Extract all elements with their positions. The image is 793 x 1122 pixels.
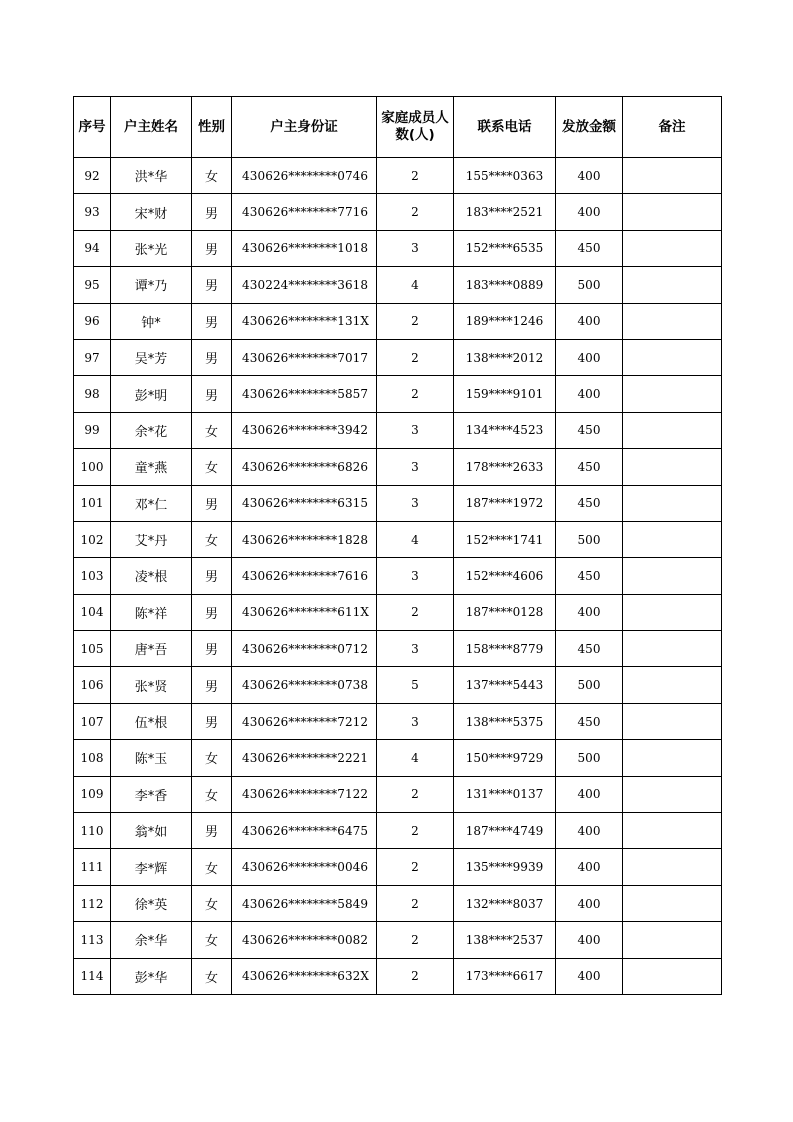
- cell-amount: 450: [556, 558, 623, 594]
- cell-amount: 450: [556, 230, 623, 266]
- cell-sex: 女: [192, 740, 232, 776]
- cell-phone: 138****5375: [454, 703, 556, 739]
- cell-amount: 400: [556, 958, 623, 994]
- cell-phone: 134****4523: [454, 412, 556, 448]
- cell-amount: 500: [556, 521, 623, 557]
- cell-sex: 男: [192, 813, 232, 849]
- cell-family-members: 4: [377, 740, 454, 776]
- cell-amount: 400: [556, 376, 623, 412]
- cell-remark: [623, 922, 722, 958]
- table-row: [74, 703, 722, 739]
- table-row: [74, 558, 722, 594]
- cell-sex: 男: [192, 594, 232, 630]
- cell-phone: 152****4606: [454, 558, 556, 594]
- cell-amount: 400: [556, 885, 623, 921]
- cell-sex: 男: [192, 339, 232, 375]
- cell-family-members: 3: [377, 412, 454, 448]
- cell-householder-name: 艾*丹: [111, 521, 192, 557]
- cell-amount: 500: [556, 667, 623, 703]
- cell-remark: [623, 339, 722, 375]
- cell-phone: 132****8037: [454, 885, 556, 921]
- table-row: [74, 813, 722, 849]
- table-row: [74, 594, 722, 630]
- cell-id-card: 430626********0738: [232, 667, 377, 703]
- table-row: [74, 303, 722, 339]
- cell-remark: [623, 558, 722, 594]
- cell-phone: 138****2537: [454, 922, 556, 958]
- cell-phone: 189****1246: [454, 303, 556, 339]
- cell-family-members: 2: [377, 376, 454, 412]
- cell-id-card: 430626********1018: [232, 230, 377, 266]
- cell-householder-name: 钟*: [111, 303, 192, 339]
- cell-householder-name: 陈*玉: [111, 740, 192, 776]
- cell-remark: [623, 776, 722, 812]
- cell-remark: [623, 958, 722, 994]
- cell-householder-name: 凌*根: [111, 558, 192, 594]
- cell-householder-name: 翁*如: [111, 813, 192, 849]
- table-row: [74, 449, 722, 485]
- header-amount: 发放金额: [556, 97, 623, 158]
- cell-family-members: 2: [377, 158, 454, 194]
- cell-id-card: 430626********7017: [232, 339, 377, 375]
- cell-phone: 187****1972: [454, 485, 556, 521]
- cell-phone: 187****0128: [454, 594, 556, 630]
- cell-id-card: 430626********7212: [232, 703, 377, 739]
- cell-householder-name: 宋*财: [111, 194, 192, 230]
- table-row: [74, 267, 722, 303]
- cell-amount: 400: [556, 194, 623, 230]
- table-row: [74, 521, 722, 557]
- cell-seq: 94: [74, 230, 111, 266]
- table-body: [74, 158, 722, 995]
- cell-sex: 女: [192, 776, 232, 812]
- cell-remark: [623, 740, 722, 776]
- cell-seq: 109: [74, 776, 111, 812]
- cell-family-members: 2: [377, 594, 454, 630]
- cell-householder-name: 李*香: [111, 776, 192, 812]
- cell-amount: 450: [556, 703, 623, 739]
- cell-householder-name: 李*辉: [111, 849, 192, 885]
- cell-family-members: 3: [377, 558, 454, 594]
- cell-seq: 111: [74, 849, 111, 885]
- cell-seq: 98: [74, 376, 111, 412]
- header-phone: 联系电话: [454, 97, 556, 158]
- cell-amount: 400: [556, 922, 623, 958]
- cell-seq: 96: [74, 303, 111, 339]
- header-name: 户主姓名: [111, 97, 192, 158]
- cell-family-members: 4: [377, 267, 454, 303]
- table-row: [74, 412, 722, 448]
- cell-householder-name: 洪*华: [111, 158, 192, 194]
- cell-householder-name: 邓*仁: [111, 485, 192, 521]
- cell-seq: 108: [74, 740, 111, 776]
- cell-phone: 178****2633: [454, 449, 556, 485]
- cell-seq: 112: [74, 885, 111, 921]
- cell-family-members: 2: [377, 194, 454, 230]
- cell-seq: 104: [74, 594, 111, 630]
- cell-seq: 106: [74, 667, 111, 703]
- cell-phone: 152****1741: [454, 521, 556, 557]
- cell-seq: 101: [74, 485, 111, 521]
- cell-remark: [623, 449, 722, 485]
- cell-remark: [623, 230, 722, 266]
- table-row: [74, 194, 722, 230]
- cell-householder-name: 余*花: [111, 412, 192, 448]
- cell-sex: 男: [192, 303, 232, 339]
- table-row: [74, 922, 722, 958]
- cell-remark: [623, 703, 722, 739]
- cell-family-members: 2: [377, 885, 454, 921]
- cell-remark: [623, 194, 722, 230]
- table-row: [74, 158, 722, 194]
- cell-sex: 女: [192, 849, 232, 885]
- cell-phone: 152****6535: [454, 230, 556, 266]
- cell-seq: 102: [74, 521, 111, 557]
- table-row: [74, 667, 722, 703]
- cell-phone: 173****6617: [454, 958, 556, 994]
- cell-householder-name: 余*华: [111, 922, 192, 958]
- cell-sex: 男: [192, 631, 232, 667]
- table-row: [74, 376, 722, 412]
- cell-seq: 103: [74, 558, 111, 594]
- cell-family-members: 3: [377, 449, 454, 485]
- table-row: [74, 740, 722, 776]
- cell-remark: [623, 594, 722, 630]
- cell-sex: 女: [192, 958, 232, 994]
- cell-phone: 183****2521: [454, 194, 556, 230]
- cell-amount: 450: [556, 485, 623, 521]
- cell-sex: 男: [192, 667, 232, 703]
- cell-amount: 450: [556, 412, 623, 448]
- cell-remark: [623, 485, 722, 521]
- table-row: [74, 885, 722, 921]
- cell-family-members: 3: [377, 485, 454, 521]
- cell-remark: [623, 521, 722, 557]
- cell-id-card: 430626********6826: [232, 449, 377, 485]
- cell-phone: 158****8779: [454, 631, 556, 667]
- cell-amount: 400: [556, 303, 623, 339]
- cell-id-card: 430626********632X: [232, 958, 377, 994]
- cell-amount: 450: [556, 631, 623, 667]
- cell-sex: 男: [192, 194, 232, 230]
- table-row: [74, 631, 722, 667]
- cell-sex: 女: [192, 521, 232, 557]
- cell-sex: 男: [192, 558, 232, 594]
- cell-phone: 150****9729: [454, 740, 556, 776]
- cell-phone: 131****0137: [454, 776, 556, 812]
- cell-seq: 93: [74, 194, 111, 230]
- cell-amount: 400: [556, 594, 623, 630]
- cell-householder-name: 伍*根: [111, 703, 192, 739]
- cell-id-card: 430626********131X: [232, 303, 377, 339]
- table-row: [74, 776, 722, 812]
- cell-id-card: 430626********6315: [232, 485, 377, 521]
- cell-family-members: 3: [377, 230, 454, 266]
- cell-id-card: 430626********1828: [232, 521, 377, 557]
- cell-id-card: 430626********0082: [232, 922, 377, 958]
- cell-householder-name: 张*光: [111, 230, 192, 266]
- cell-family-members: 2: [377, 303, 454, 339]
- cell-sex: 女: [192, 449, 232, 485]
- cell-id-card: 430626********5849: [232, 885, 377, 921]
- cell-id-card: 430224********3618: [232, 267, 377, 303]
- cell-id-card: 430626********611X: [232, 594, 377, 630]
- cell-amount: 450: [556, 449, 623, 485]
- cell-seq: 95: [74, 267, 111, 303]
- cell-remark: [623, 813, 722, 849]
- cell-family-members: 3: [377, 631, 454, 667]
- cell-sex: 女: [192, 922, 232, 958]
- cell-seq: 97: [74, 339, 111, 375]
- cell-seq: 113: [74, 922, 111, 958]
- cell-id-card: 430626********3942: [232, 412, 377, 448]
- cell-remark: [623, 849, 722, 885]
- cell-phone: 183****0889: [454, 267, 556, 303]
- header-seq: 序号: [74, 97, 111, 158]
- cell-seq: 107: [74, 703, 111, 739]
- cell-id-card: 430626********6475: [232, 813, 377, 849]
- cell-remark: [623, 267, 722, 303]
- cell-seq: 114: [74, 958, 111, 994]
- cell-id-card: 430626********7716: [232, 194, 377, 230]
- cell-remark: [623, 631, 722, 667]
- cell-sex: 男: [192, 267, 232, 303]
- cell-phone: 138****2012: [454, 339, 556, 375]
- cell-sex: 男: [192, 485, 232, 521]
- cell-householder-name: 吴*芳: [111, 339, 192, 375]
- cell-householder-name: 唐*吾: [111, 631, 192, 667]
- cell-phone: 155****0363: [454, 158, 556, 194]
- cell-phone: 159****9101: [454, 376, 556, 412]
- table-row: [74, 485, 722, 521]
- cell-family-members: 4: [377, 521, 454, 557]
- cell-id-card: 430626********5857: [232, 376, 377, 412]
- cell-sex: 男: [192, 376, 232, 412]
- table-row: [74, 230, 722, 266]
- cell-id-card: 430626********7122: [232, 776, 377, 812]
- cell-phone: 135****9939: [454, 849, 556, 885]
- cell-amount: 400: [556, 158, 623, 194]
- cell-amount: 500: [556, 740, 623, 776]
- cell-householder-name: 徐*英: [111, 885, 192, 921]
- cell-id-card: 430626********0712: [232, 631, 377, 667]
- header-sex: 性别: [192, 97, 232, 158]
- cell-phone: 187****4749: [454, 813, 556, 849]
- cell-remark: [623, 667, 722, 703]
- cell-sex: 女: [192, 158, 232, 194]
- cell-sex: 男: [192, 230, 232, 266]
- cell-sex: 女: [192, 885, 232, 921]
- cell-seq: 105: [74, 631, 111, 667]
- cell-remark: [623, 158, 722, 194]
- header-id-card: 户主身份证: [232, 97, 377, 158]
- cell-seq: 110: [74, 813, 111, 849]
- cell-remark: [623, 412, 722, 448]
- cell-id-card: 430626********0046: [232, 849, 377, 885]
- cell-family-members: 2: [377, 922, 454, 958]
- cell-family-members: 5: [377, 667, 454, 703]
- cell-amount: 400: [556, 813, 623, 849]
- table-row: [74, 339, 722, 375]
- cell-seq: 92: [74, 158, 111, 194]
- header-remark: 备注: [623, 97, 722, 158]
- cell-sex: 女: [192, 412, 232, 448]
- cell-amount: 400: [556, 849, 623, 885]
- cell-householder-name: 陈*祥: [111, 594, 192, 630]
- cell-id-card: 430626********2221: [232, 740, 377, 776]
- cell-seq: 100: [74, 449, 111, 485]
- cell-householder-name: 童*燕: [111, 449, 192, 485]
- cell-family-members: 2: [377, 776, 454, 812]
- header-members: 家庭成员人数(人): [377, 97, 454, 158]
- cell-phone: 137****5443: [454, 667, 556, 703]
- cell-amount: 400: [556, 339, 623, 375]
- cell-householder-name: 谭*乃: [111, 267, 192, 303]
- cell-amount: 400: [556, 776, 623, 812]
- cell-householder-name: 张*贤: [111, 667, 192, 703]
- cell-householder-name: 彭*明: [111, 376, 192, 412]
- cell-remark: [623, 303, 722, 339]
- cell-id-card: 430626********7616: [232, 558, 377, 594]
- cell-id-card: 430626********0746: [232, 158, 377, 194]
- cell-remark: [623, 376, 722, 412]
- cell-householder-name: 彭*华: [111, 958, 192, 994]
- cell-sex: 男: [192, 703, 232, 739]
- cell-family-members: 2: [377, 813, 454, 849]
- cell-family-members: 2: [377, 339, 454, 375]
- cell-amount: 500: [556, 267, 623, 303]
- cell-seq: 99: [74, 412, 111, 448]
- table-row: [74, 849, 722, 885]
- subsidy-table-sheet: [73, 96, 721, 995]
- cell-family-members: 3: [377, 703, 454, 739]
- table-header-row: [74, 97, 722, 158]
- cell-family-members: 2: [377, 958, 454, 994]
- cell-family-members: 2: [377, 849, 454, 885]
- cell-remark: [623, 885, 722, 921]
- table-row: [74, 958, 722, 994]
- subsidy-table: [73, 96, 722, 995]
